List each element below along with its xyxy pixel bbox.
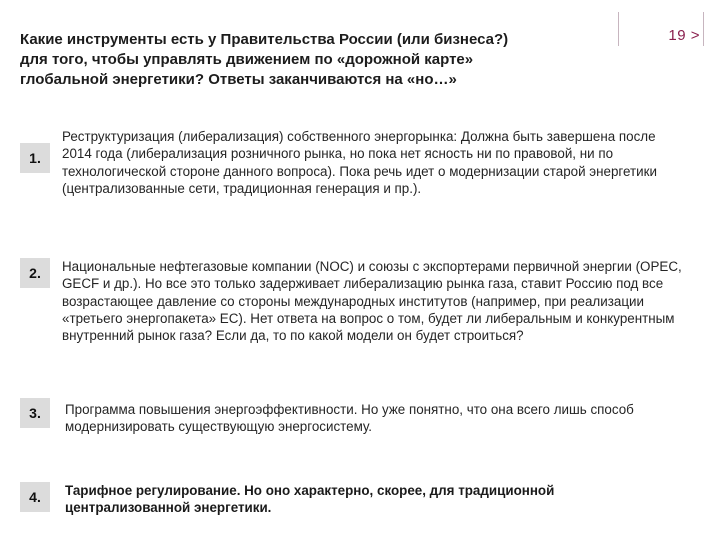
item-text: Реструктуризация (либерализация) собственного энергорынка: Должна быть завершена после 2014 года (либерализация розничного рынка, но пока нет ясность ни по правовой, ни по технологической стороне данного вопроса). Пока речь идет о модернизации старой энергетики (централизованные сети, традиционная генерация и пр.). — [62, 129, 657, 196]
item-number-badge: 3. — [20, 398, 50, 428]
item-text: Программа повышения энергоэффективности. Но уже понятно, что она всего лишь способ модернизировать существующую энергосистему. — [65, 402, 634, 435]
list-item-1 — [20, 128, 700, 238]
item-text: Национальные нефтегазовые компании (NOC) и союзы с экспортерами первичной энергии (OPEC, GECF и др.). Но все это только задерживает либерализацию рынка газа, ставит Россию под все возрастающее давление со стороны международных институтов (например, при реализации «третьего энергопакета» EC). Нет ответа на вопрос о том, будет ли либеральным и конкурентным внутренний рынок газа? Если да, то по какой модели он будет строиться? — [62, 259, 682, 344]
page-number: 19 > — [668, 27, 700, 44]
list-item-3 — [20, 398, 700, 438]
list-item-2 — [20, 258, 700, 378]
slide-title: Какие инструменты есть у Правительства России (или бизнеса?) для того, чтобы управлять движением по «дорожной карте» глобальной энергетики? Ответы заканчиваются на «но…» — [20, 31, 509, 88]
item-number-badge: 4. — [20, 482, 50, 512]
item-number-badge: 2. — [20, 258, 50, 288]
list-item-4 — [20, 482, 700, 522]
item-text: Тарифное регулирование. Но оно характерно, скорее, для традиционной централизованной энергетики. — [65, 483, 555, 516]
item-number-badge: 1. — [20, 143, 50, 173]
